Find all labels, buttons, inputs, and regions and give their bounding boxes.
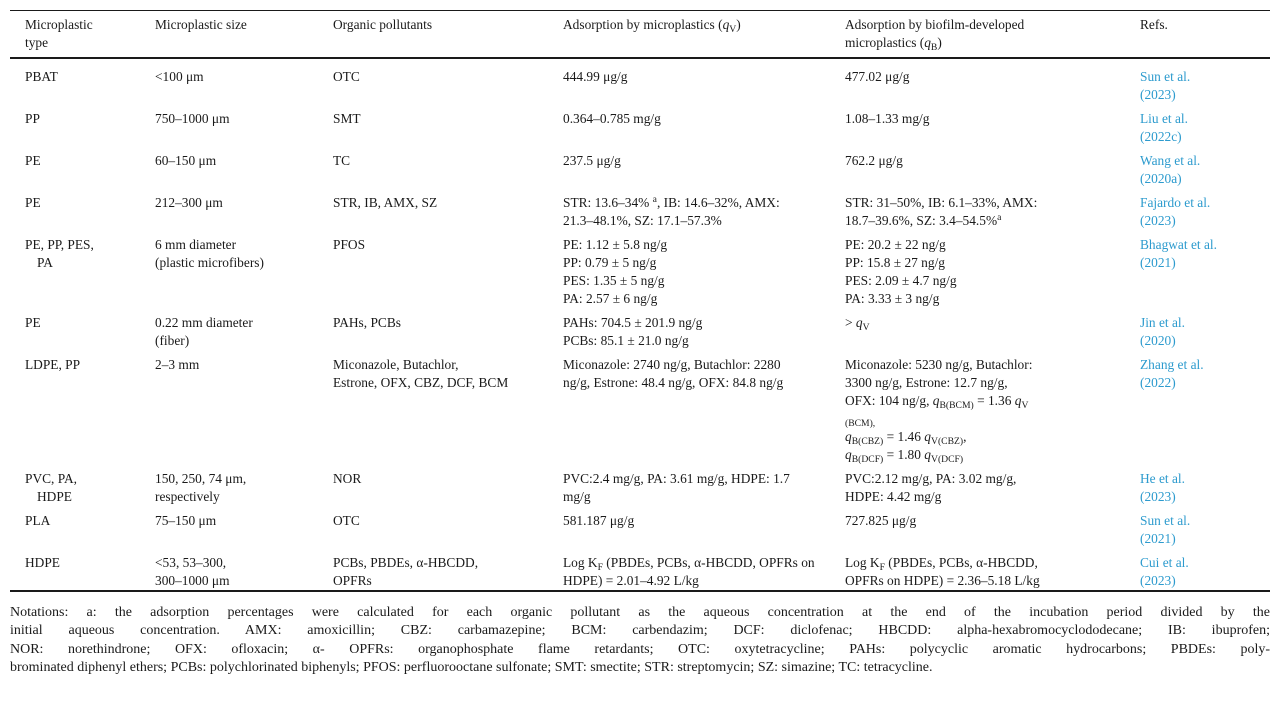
cell-adsorption-by-biofilm-microplastics: STR: 31–50%, IB: 6.1–33%, AMX: 18.7–39.6%, SZ: 3.4–54.5%$^a$ xyxy=(845,195,1038,228)
cell-microplastic-type: PE, PP, PES, PA xyxy=(25,237,94,270)
cell-microplastic-type: PE xyxy=(25,153,41,168)
cell-adsorption-by-biofilm-microplastics: 762.2 μg/g xyxy=(845,153,903,168)
col-header-adsorption-qv: Adsorption by microplastics $(q_V)$ xyxy=(563,11,845,59)
cell-microplastic-size: <53, 53–300, 300–1000 μm xyxy=(155,555,230,588)
cell-refs xyxy=(1140,146,1270,188)
footnote-line-1: Notations: a: the adsorption percentages were calculated for each organic pollutant as the aqueous concentration at the end of the incubation period divided by the xyxy=(10,605,1270,620)
cell-adsorption-by-biofilm-microplastics: PE: 20.2 ± 22 ng/g PP: 15.8 ± 27 ng/g PES: 2.09 ± 4.7 ng/g PA: 3.33 ± 3 ng/g xyxy=(845,237,957,306)
cell-organic-pollutants: TC xyxy=(333,153,351,168)
reference-link[interactable]: Liu et al. (2022c) xyxy=(1140,111,1188,144)
cell-refs xyxy=(1140,230,1270,308)
footnote-line-3: NOR: norethindrone; OFX: ofloxacin; α- OPFRs: organophosphate flame retardants; OTC: oxytetracycline; PAHs: polycyclic aromatic hydrocarbons; PBDEs: poly- xyxy=(10,641,1270,657)
cell-microplastic-size: 2–3 mm xyxy=(155,357,200,372)
cell-adsorption-by-microplastics: Miconazole: 2740 ng/g, Butachlor: 2280 ng/g, Estrone: 48.4 ng/g, OFX: 84.8 ng/g xyxy=(563,357,784,390)
cell-microplastic-type: PBAT xyxy=(25,69,58,84)
table-footnote xyxy=(10,604,1270,677)
table-row xyxy=(10,308,1270,350)
cell-adsorption-by-biofilm-microplastics: 1.08–1.33 mg/g xyxy=(845,111,930,126)
reference-link[interactable]: Sun et al. (2021) xyxy=(1140,513,1191,546)
cell-adsorption-by-microplastics: 237.5 μg/g xyxy=(563,153,621,168)
cell-refs xyxy=(1140,506,1270,548)
cell-microplastic-size: 0.22 mm diameter (fiber) xyxy=(155,315,253,348)
cell-adsorption-by-biofilm-microplastics: > $q_V$ xyxy=(845,315,870,333)
cell-organic-pollutants: OTC xyxy=(333,69,360,84)
cell-organic-pollutants: NOR xyxy=(333,471,362,486)
table-body xyxy=(10,58,1270,591)
cell-microplastic-size: <100 μm xyxy=(155,69,204,84)
cell-refs xyxy=(1140,308,1270,350)
cell-adsorption-by-biofilm-microplastics: PVC:2.12 mg/g, PA: 3.02 mg/g, HDPE: 4.42 mg/g xyxy=(845,471,1017,504)
reference-link[interactable]: Wang et al. (2020a) xyxy=(1140,153,1201,186)
cell-organic-pollutants: OTC xyxy=(333,513,360,528)
cell-microplastic-size: 150, 250, 74 μm, respectively xyxy=(155,471,247,504)
adsorption-comparison-table xyxy=(10,10,1270,592)
cell-adsorption-by-biofilm-microplastics: 477.02 μg/g xyxy=(845,69,910,84)
table-header-row xyxy=(10,11,1270,59)
cell-organic-pollutants: Miconazole, Butachlor, Estrone, OFX, CBZ, DCF, BCM xyxy=(333,357,509,390)
reference-link[interactable]: Bhagwat et al. (2021) xyxy=(1140,237,1217,270)
footnote-line-4: brominated diphenyl ethers; PCBs: polychlorinated biphenyls; PFOS: perfluorooctane sulfonate; SMT: smectite; STR: streptomycin; SZ: simazine; TC: tetracycline. xyxy=(10,659,933,675)
cell-microplastic-size: 60–150 μm xyxy=(155,153,217,168)
reference-link[interactable]: Fajardo et al. (2023) xyxy=(1140,195,1211,228)
cell-microplastic-type: LDPE, PP xyxy=(25,357,81,372)
cell-microplastic-type: PLA xyxy=(25,513,51,528)
table-row xyxy=(10,464,1270,506)
col-header-microplastic-type: Microplastic type xyxy=(10,11,155,59)
cell-refs xyxy=(1140,188,1270,230)
cell-microplastic-size: 6 mm diameter (plastic microfibers) xyxy=(155,237,264,270)
reference-link[interactable]: He et al. (2023) xyxy=(1140,471,1185,504)
cell-microplastic-size: 212–300 μm xyxy=(155,195,223,210)
table-row xyxy=(10,548,1270,591)
table-row xyxy=(10,350,1270,464)
cell-adsorption-by-microplastics: PVC:2.4 mg/g, PA: 3.61 mg/g, HDPE: 1.7 mg/g xyxy=(563,471,790,504)
cell-organic-pollutants: SMT xyxy=(333,111,361,126)
cell-refs xyxy=(1140,104,1270,146)
col-header-refs: Refs. xyxy=(1140,11,1270,59)
cell-microplastic-type: HDPE xyxy=(25,555,60,570)
footnote-line-2: initial aqueous concentration. AMX: amoxicillin; CBZ: carbamazepine; BCM: carbendazim; DCF: diclofenac; HBCDD: alpha-hexabromocyclododecane; IB: ibuprofen; xyxy=(10,623,1270,639)
cell-organic-pollutants: PAHs, PCBs xyxy=(333,315,401,330)
reference-link[interactable]: Zhang et al. (2022) xyxy=(1140,357,1204,390)
cell-microplastic-size: 75–150 μm xyxy=(155,513,217,528)
cell-organic-pollutants: PFOS xyxy=(333,237,366,252)
table-row xyxy=(10,104,1270,146)
reference-link[interactable]: Cui et al. (2023) xyxy=(1140,555,1189,588)
cell-microplastic-type: PE xyxy=(25,195,41,210)
cell-organic-pollutants: PCBs, PBDEs, α-HBCDD, OPFRs xyxy=(333,555,479,588)
table-row xyxy=(10,506,1270,548)
cell-adsorption-by-microplastics: PE: 1.12 ± 5.8 ng/g PP: 0.79 ± 5 ng/g PES: 1.35 ± 5 ng/g PA: 2.57 ± 6 ng/g xyxy=(563,237,668,306)
cell-refs xyxy=(1140,548,1270,591)
col-header-microplastic-size: Microplastic size xyxy=(155,11,333,59)
cell-refs xyxy=(1140,464,1270,506)
cell-microplastic-size: 750–1000 μm xyxy=(155,111,230,126)
cell-adsorption-by-microplastics: Log $K_F$ (PBDEs, PCBs, α-HBCDD, OPFRs on HDPE) = 2.01–4.92 L/kg xyxy=(563,555,815,588)
cell-microplastic-type: PVC, PA, HDPE xyxy=(25,471,77,504)
cell-adsorption-by-biofilm-microplastics: Log $K_F$ (PBDEs, PCBs, α-HBCDD, OPFRs on HDPE) = 2.36–5.18 L/kg xyxy=(845,555,1040,588)
cell-adsorption-by-biofilm-microplastics: 727.825 μg/g xyxy=(845,513,917,528)
cell-adsorption-by-biofilm-microplastics: Miconazole: 5230 ng/g, Butachlor: 3300 ng/g, Estrone: 12.7 ng/g, OFX: 104 ng/g, $q_{B(BCM)} = 1.36$ $q_V$ $_{(BCM),}$ $q_{B(CBZ)} = 1.46$ $q_{V(CBZ)}$, $q_{B(DCF)} = 1.80$ $q_{V(DCF)}$ xyxy=(845,357,1033,465)
cell-organic-pollutants: STR, IB, AMX, SZ xyxy=(333,195,438,210)
cell-microplastic-type: PE xyxy=(25,315,41,330)
table-row xyxy=(10,58,1270,104)
cell-adsorption-by-microplastics: 581.187 μg/g xyxy=(563,513,635,528)
reference-link[interactable]: Sun et al. (2023) xyxy=(1140,69,1191,102)
cell-adsorption-by-microplastics: 0.364–0.785 mg/g xyxy=(563,111,661,126)
cell-refs xyxy=(1140,58,1270,104)
cell-microplastic-type: PP xyxy=(25,111,40,126)
col-header-organic-pollutants: Organic pollutants xyxy=(333,11,563,59)
table-row xyxy=(10,146,1270,188)
cell-adsorption-by-microplastics: STR: 13.6–34% $^a$, IB: 14.6–32%, AMX: 21.3–48.1%, SZ: 17.1–57.3% xyxy=(563,194,780,228)
col-header-adsorption-qb: Adsorption by biofilm-developed microplastics $(q_B)$ xyxy=(845,11,1140,59)
reference-link[interactable]: Jin et al. (2020) xyxy=(1140,315,1185,348)
cell-adsorption-by-microplastics: 444.99 μg/g xyxy=(563,69,628,84)
table-row xyxy=(10,188,1270,230)
cell-refs xyxy=(1140,350,1270,464)
cell-adsorption-by-microplastics: PAHs: 704.5 ± 201.9 ng/g PCBs: 85.1 ± 21.0 ng/g xyxy=(563,315,703,348)
table-row xyxy=(10,230,1270,308)
